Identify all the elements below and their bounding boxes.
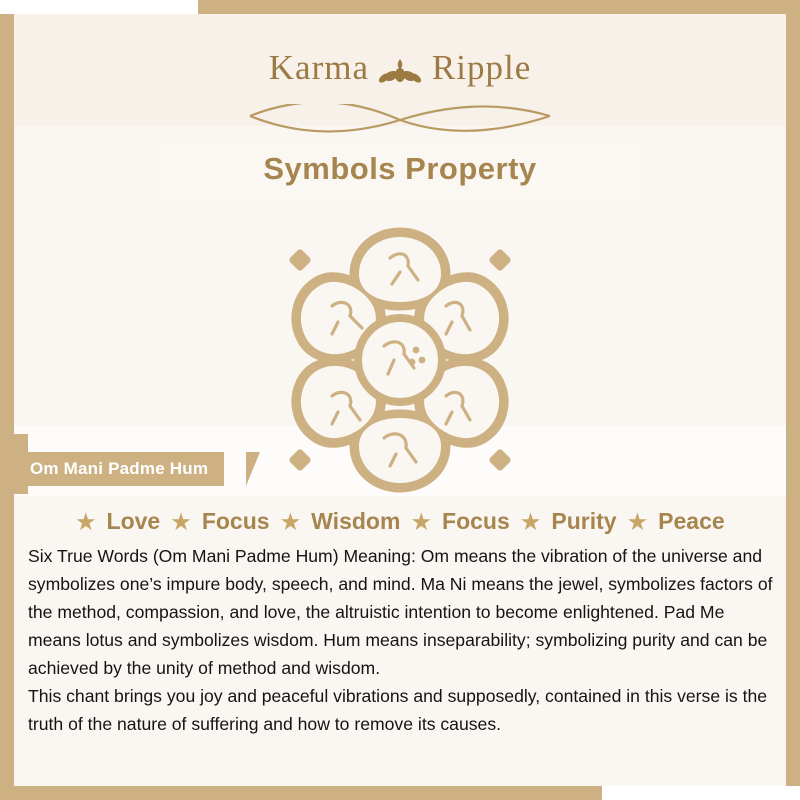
keyword-peace: Peace	[658, 508, 725, 534]
mantra-tag-tail	[246, 452, 260, 486]
star-icon: ★	[411, 511, 431, 534]
star-icon: ★	[280, 511, 300, 534]
page-inner	[14, 14, 786, 786]
star-icon: ★	[171, 511, 191, 534]
corner-notch-top-left	[0, 0, 212, 14]
brand-logo	[14, 48, 786, 92]
mantra-tag-label: Om Mani Padme Hum	[30, 459, 209, 478]
corner-notch-bottom-right	[588, 786, 800, 800]
page-title: Symbols Property	[263, 151, 537, 186]
border-band-left	[0, 0, 14, 800]
brand-underline-flourish	[245, 104, 555, 134]
keyword-focus-2: Focus	[442, 508, 510, 534]
lotus-icon	[377, 55, 423, 90]
description-text	[28, 542, 776, 738]
om-mani-padme-hum-mandala-icon	[250, 210, 550, 510]
border-band-right	[786, 0, 800, 800]
star-icon: ★	[627, 511, 647, 534]
mantra-tag	[14, 452, 224, 486]
brand-name-right: Ripple	[431, 48, 532, 87]
description-paragraph-1: Six True Words (Om Mani Padme Hum) Meaning: Om means the vibration of the universe and symbolizes one’s impure body, speech, and mind. Ma Ni means the jewel, symbolizes factors of the method, compassion, and love, the altruistic intention to become enlightened. Pad Me means lotus and symbolizes wisdom. Hum means inseparability; symbolizing purity and can be achieved by the unity of method and wisdom.	[28, 546, 773, 678]
star-icon: ★	[521, 511, 540, 534]
keyword-wisdom: Wisdom	[311, 508, 401, 534]
section-title-bar	[160, 140, 640, 198]
brand-name-left: Karma	[268, 48, 369, 87]
keyword-focus-1: Focus	[201, 508, 270, 534]
keyword-list	[14, 508, 786, 535]
star-icon: ★	[76, 511, 96, 534]
description-paragraph-2: This chant brings you joy and peaceful vibrations and supposedly, contained in this verse is the truth of the nature of suffering and how to remove its causes.	[28, 686, 768, 734]
keyword-purity: Purity	[551, 508, 617, 534]
keyword-love: Love	[106, 508, 161, 534]
